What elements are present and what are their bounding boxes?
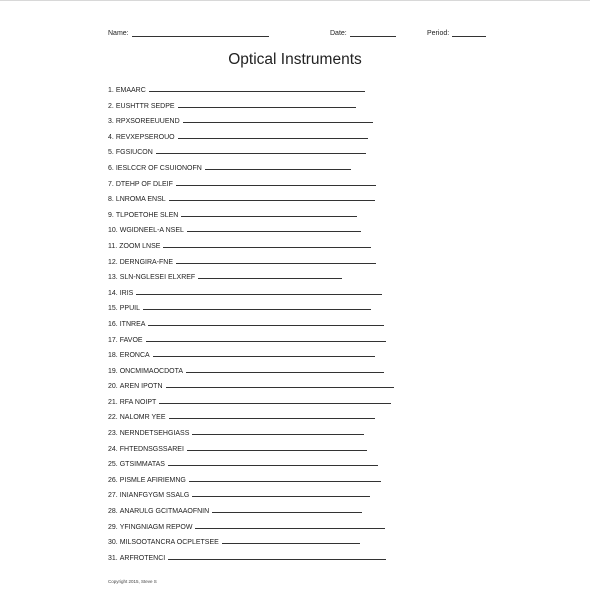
- answer-line[interactable]: [178, 99, 356, 108]
- scrambled-word: TLPOETOHE SLEN: [115, 211, 179, 219]
- scrambled-word: PISMLE AFIRIEMNG: [119, 476, 186, 484]
- answer-line[interactable]: [166, 379, 394, 388]
- item-number: 14.: [108, 289, 118, 297]
- answer-line[interactable]: [156, 145, 366, 154]
- answer-line[interactable]: [198, 270, 342, 279]
- period-blank-line: [452, 29, 486, 37]
- answer-line[interactable]: [195, 520, 385, 529]
- item-number: 13.: [108, 274, 118, 282]
- item-number: 9.: [108, 211, 114, 219]
- scrambled-word: ZOOM LNSE: [119, 242, 161, 250]
- answer-line[interactable]: [146, 333, 386, 342]
- item-number: 30.: [108, 539, 118, 547]
- answer-line[interactable]: [189, 473, 381, 482]
- list-item: [108, 488, 408, 504]
- list-item: [108, 130, 408, 146]
- scrambled-word: ONCMIMAOCDOTA: [119, 367, 183, 375]
- item-number: 3.: [108, 118, 114, 126]
- scrambled-word: ITNREA: [119, 320, 146, 328]
- scrambled-word: ERONCA: [119, 352, 150, 360]
- list-item: [108, 208, 408, 224]
- list-item: [108, 317, 408, 333]
- scrambled-word: PPUIL: [119, 305, 140, 313]
- item-number: 11.: [108, 242, 118, 250]
- answer-line[interactable]: [186, 364, 384, 373]
- scrambled-word: ARFROTENCI: [119, 554, 166, 562]
- scrambled-word: REVXEPSEROUO: [115, 133, 175, 141]
- name-label: Name:: [108, 30, 129, 37]
- item-number: 21.: [108, 398, 118, 406]
- list-item: [108, 270, 408, 286]
- list-item: [108, 379, 408, 395]
- answer-line[interactable]: [178, 130, 368, 139]
- list-item: [108, 348, 408, 364]
- item-number: 19.: [108, 367, 118, 375]
- answer-line[interactable]: [168, 551, 386, 560]
- item-number: 31.: [108, 554, 118, 562]
- item-number: 26.: [108, 476, 118, 484]
- scrambled-word: NALOMR YEE: [119, 414, 166, 422]
- answer-line[interactable]: [205, 161, 351, 170]
- scrambled-word: GTSIMMATAS: [119, 461, 165, 469]
- scrambled-word: FGSIUCON: [115, 149, 153, 157]
- list-item: [108, 426, 408, 442]
- copyright-notice: Copyright 2015, Steve S: [108, 579, 157, 584]
- answer-line[interactable]: [153, 348, 375, 357]
- scrambled-word: RPXSOREEUUEND: [115, 118, 180, 126]
- scrambled-word: YFINGNIAGM REPOW: [119, 523, 193, 531]
- scrambled-word: IESLCCR OF CSUIONOFN: [115, 164, 202, 172]
- answer-line[interactable]: [187, 223, 361, 232]
- worksheet-title: Optical Instruments: [228, 51, 362, 68]
- answer-line[interactable]: [169, 410, 375, 419]
- list-item: [108, 442, 408, 458]
- list-item: [108, 192, 408, 208]
- scrambled-word: DTEHP OF DLEIF: [115, 180, 173, 188]
- item-number: 17.: [108, 336, 118, 344]
- answer-line[interactable]: [181, 208, 357, 217]
- list-item: [108, 301, 408, 317]
- scrambled-word: EMAARC: [115, 87, 146, 94]
- student-info-header: [108, 29, 494, 41]
- list-item: [108, 520, 408, 536]
- list-item: [108, 504, 408, 520]
- scrambled-word: DERNGIRA-FNE: [119, 258, 174, 266]
- item-number: 10.: [108, 227, 118, 235]
- answer-line[interactable]: [168, 457, 378, 466]
- scrambled-word: FHTEDNSGSSAREI: [119, 445, 184, 453]
- list-item: [108, 457, 408, 473]
- list-item: [108, 551, 408, 567]
- answer-line[interactable]: [187, 442, 367, 451]
- item-number: 24.: [108, 445, 118, 453]
- list-item: [108, 395, 408, 411]
- item-number: 12.: [108, 258, 118, 266]
- scrambled-word: ANARULG GCITMAAOFNIN: [119, 508, 210, 516]
- list-item: [108, 114, 408, 130]
- answer-line[interactable]: [192, 426, 364, 435]
- answer-line[interactable]: [169, 192, 375, 201]
- list-item: [108, 286, 408, 302]
- item-number: 1.: [108, 87, 114, 94]
- period-label: Period:: [427, 30, 450, 37]
- answer-line[interactable]: [212, 504, 362, 513]
- item-number: 15.: [108, 305, 118, 313]
- item-number: 5.: [108, 149, 114, 157]
- answer-line[interactable]: [148, 317, 384, 326]
- item-number: 28.: [108, 508, 118, 516]
- scramble-word-list: [108, 83, 408, 566]
- answer-line[interactable]: [222, 535, 360, 544]
- list-item: [108, 255, 408, 271]
- item-number: 18.: [108, 352, 118, 360]
- item-number: 20.: [108, 383, 118, 391]
- item-number: 22.: [108, 414, 118, 422]
- answer-line[interactable]: [159, 395, 391, 404]
- scrambled-word: SLN-NGLESEI ELXREF: [119, 274, 196, 282]
- list-item: [108, 333, 408, 349]
- item-number: 8.: [108, 196, 114, 204]
- item-number: 2.: [108, 102, 114, 110]
- list-item: [108, 223, 408, 239]
- scrambled-word: EUSHTTR SEDPE: [115, 102, 175, 110]
- date-blank-line: [350, 29, 396, 37]
- answer-line[interactable]: [143, 301, 371, 310]
- scrambled-word: FAVOE: [119, 336, 143, 344]
- list-item: [108, 99, 408, 115]
- item-number: 16.: [108, 320, 118, 328]
- item-number: 29.: [108, 523, 118, 531]
- list-item: [108, 535, 408, 551]
- answer-line[interactable]: [136, 286, 382, 295]
- list-item: [108, 239, 408, 255]
- item-number: 27.: [108, 492, 118, 500]
- list-item: [108, 161, 408, 177]
- answer-line[interactable]: [192, 488, 370, 497]
- scrambled-word: INIANFGYGM SSALG: [119, 492, 190, 500]
- answer-line[interactable]: [149, 83, 365, 92]
- period-field: [427, 29, 486, 37]
- list-item: [108, 177, 408, 193]
- list-item: [108, 145, 408, 161]
- scrambled-word: RFA NOIPT: [119, 398, 157, 406]
- date-label: Date:: [330, 30, 347, 37]
- answer-line[interactable]: [176, 177, 376, 186]
- scrambled-word: LNROMA ENSL: [115, 196, 166, 204]
- list-item: [108, 83, 408, 99]
- list-item: [108, 473, 408, 489]
- scrambled-word: NERNDETSEHGIASS: [119, 430, 190, 438]
- item-number: 25.: [108, 461, 118, 469]
- list-item: [108, 410, 408, 426]
- name-field: [108, 29, 269, 37]
- answer-line[interactable]: [176, 255, 376, 264]
- scrambled-word: WGIDNEEL-A NSEL: [119, 227, 184, 235]
- item-number: 6.: [108, 164, 114, 172]
- list-item: [108, 364, 408, 380]
- item-number: 23.: [108, 430, 118, 438]
- scrambled-word: MILSOOTANCRA OCPLETSEE: [119, 539, 219, 547]
- item-number: 7.: [108, 180, 114, 188]
- scrambled-word: AREN IPOTN: [119, 383, 163, 391]
- scrambled-word: IRIS: [119, 289, 134, 297]
- item-number: 4.: [108, 133, 114, 141]
- date-field: [330, 29, 396, 37]
- name-blank-line: [132, 29, 269, 37]
- answer-line[interactable]: [183, 114, 373, 123]
- answer-line[interactable]: [163, 239, 371, 248]
